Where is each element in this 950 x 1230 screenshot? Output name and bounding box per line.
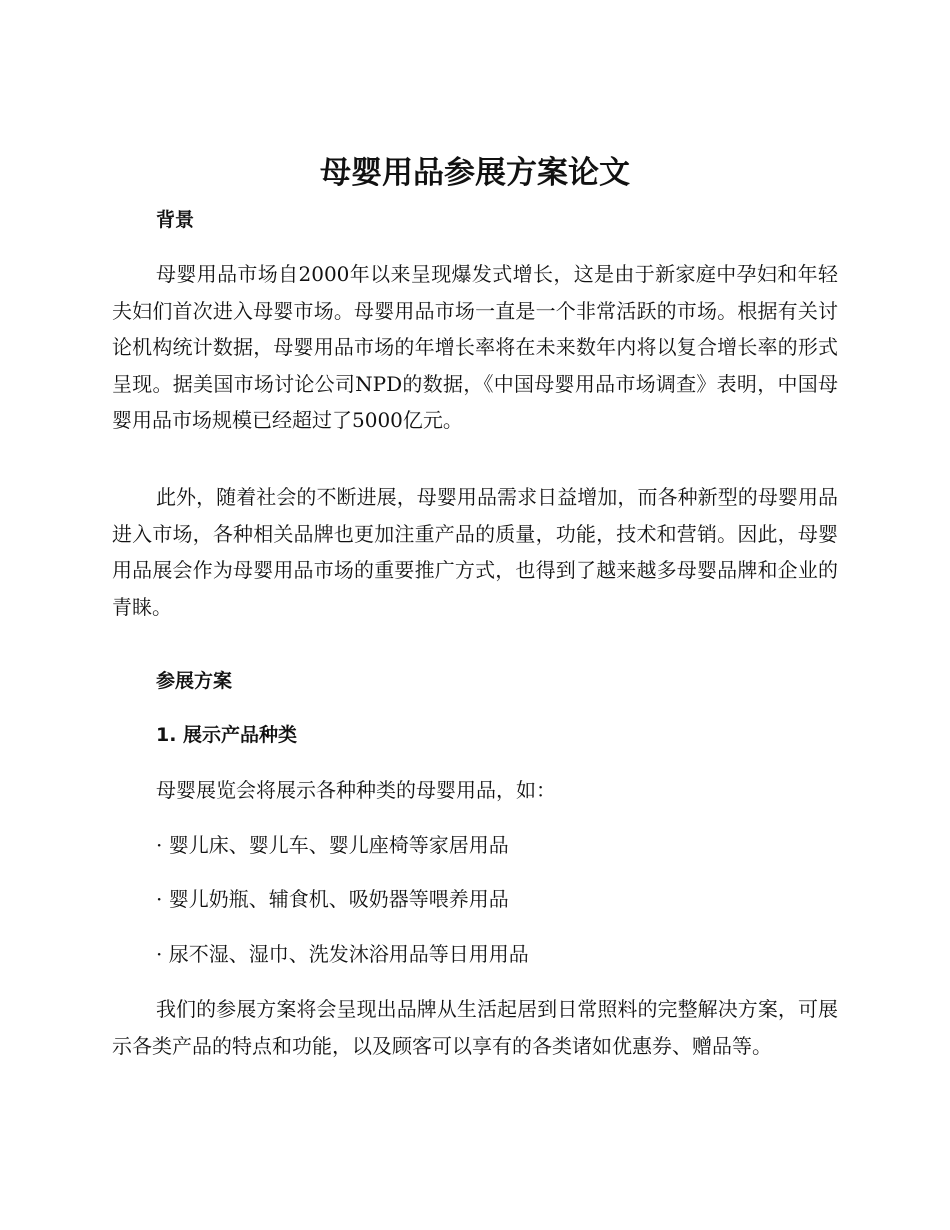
section-heading-background: 背景 — [156, 209, 195, 231]
section-heading-plan: 参展方案 — [156, 670, 233, 692]
background-paragraph-1: 母婴用品市场自2000年以来呈现爆发式增长，这是由于新家庭中孕妇和年轻夫妇们首次进入母婴市场。母婴用品市场一直是一个非常活跃的市场。根据有关讨论机构统计数据，母婴用品市场的年增长率将在未来数年内将以复合增长率的形式呈现。据美国市场讨论公司NPD的数据，《中国母婴用品市场调查》表明，中国母婴用品市场规模已经超过了5000亿元。 — [112, 262, 838, 432]
plan-closing-paragraph: 我们的参展方案将会呈现出品牌从生活起居到日常照料的完整解决方案，可展示各类产品的特点和功能，以及顾客可以享有的各类诸如优惠券、赠品等。 — [112, 997, 838, 1058]
list-item: · 婴儿奶瓶、辅食机、吸奶器等喂养用品 — [156, 887, 509, 911]
list-item: · 尿不湿、湿巾、洗发沐浴用品等日用用品 — [156, 942, 529, 966]
document-title: 母婴用品参展方案论文 — [320, 155, 630, 191]
background-paragraph-2: 此外，随着社会的不断进展，母婴用品需求日益增加，而各种新型的母婴用品进入市场，各种相关品牌也更加注重产品的质量，功能，技术和营销。因此，母婴用品展会作为母婴用品市场的重要推广方式，也得到了越来越多母婴品牌和企业的青睐。 — [112, 485, 838, 619]
subheading-product-types: 1. 展示产品种类 — [156, 724, 298, 746]
product-intro-text: 母婴展览会将展示各种种类的母婴用品，如： — [156, 778, 556, 802]
list-item: · 婴儿床、婴儿车、婴儿座椅等家居用品 — [156, 833, 509, 857]
